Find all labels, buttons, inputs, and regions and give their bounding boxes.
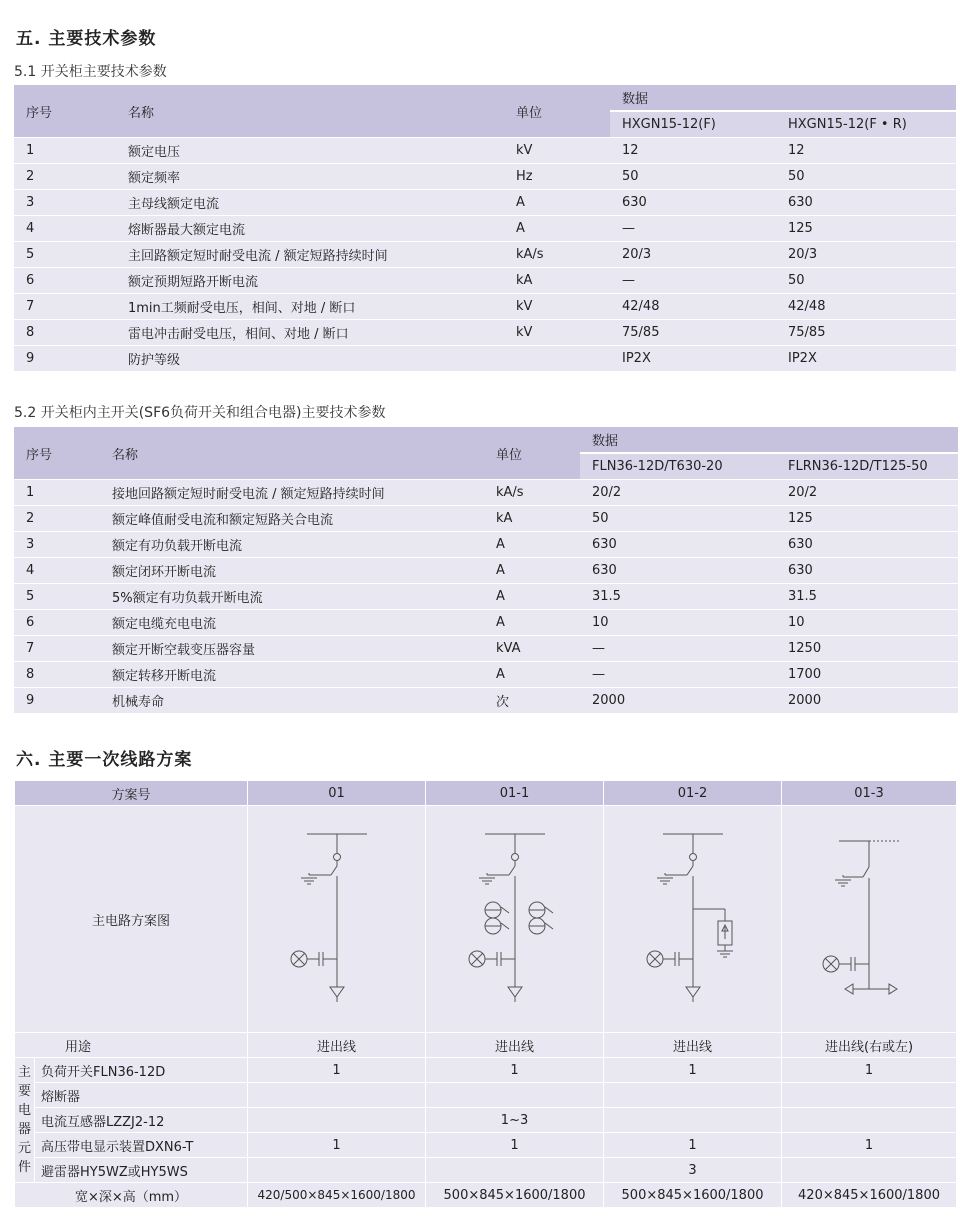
- row-name: 额定开断空载变压器容量: [100, 636, 484, 662]
- row-name: 熔断器最大额定电流: [116, 216, 504, 242]
- row-seq: 2: [14, 506, 100, 532]
- row-name: 额定峰值耐受电流和额定短路关合电流: [100, 506, 484, 532]
- component-qty: 1: [604, 1133, 782, 1158]
- size-value: 500×845×1600/1800: [426, 1183, 604, 1208]
- row-seq: 7: [14, 636, 100, 662]
- row-value-1: 50: [580, 506, 776, 532]
- row-value-1: —: [580, 636, 776, 662]
- group-label-char: 电: [17, 1103, 31, 1118]
- row-name: 防护等级: [116, 346, 504, 372]
- row-value-1: IP2X: [610, 346, 776, 372]
- table-row: [14, 216, 956, 242]
- size-value: 500×845×1600/1800: [604, 1183, 782, 1208]
- subsection-5-2-title: 5.2 开关柜内主开关(SF6负荷开关和组合电器)主要技术参数: [14, 405, 386, 421]
- row-value-2: 50: [776, 268, 956, 294]
- row-value-1: 42/48: [610, 294, 776, 320]
- row-value-1: 20/2: [580, 480, 776, 506]
- circuit-diagram-icon: [633, 819, 753, 1019]
- header-seq: 序号: [14, 85, 116, 138]
- header-model-1: HXGN15-12(F): [610, 111, 776, 138]
- row-value-1: 630: [580, 532, 776, 558]
- row-value-2: IP2X: [776, 346, 956, 372]
- row-value-1: 2000: [580, 688, 776, 714]
- row-name: 机械寿命: [100, 688, 484, 714]
- row-seq: 1: [14, 138, 116, 164]
- row-value-1: 50: [610, 164, 776, 190]
- row-unit: [504, 346, 610, 372]
- row-seq: 6: [14, 268, 116, 294]
- row-value-2: 125: [776, 506, 958, 532]
- row-value-1: 12: [610, 138, 776, 164]
- row-value-1: —: [610, 268, 776, 294]
- row-seq: 4: [14, 216, 116, 242]
- header-seq: 序号: [14, 427, 100, 480]
- row-unit: kV: [504, 294, 610, 320]
- row-unit: kA/s: [484, 480, 580, 506]
- component-qty: [426, 1158, 604, 1183]
- circuit-diagram-01-3: [782, 806, 957, 1033]
- row-value-2: 630: [776, 190, 956, 216]
- component-qty: 1: [248, 1058, 426, 1083]
- row-unit: kA: [504, 268, 610, 294]
- component-qty: [604, 1083, 782, 1108]
- component-qty: [248, 1158, 426, 1183]
- table-row: [14, 480, 958, 506]
- row-value-1: —: [610, 216, 776, 242]
- circuit-diagram-icon: [809, 819, 929, 1019]
- row-value-2: 1700: [776, 662, 958, 688]
- component-qty: 1~3: [426, 1108, 604, 1133]
- row-unit: A: [484, 584, 580, 610]
- main-switch-params-table: [14, 427, 958, 713]
- header-model-2: HXGN15-12(F • R): [776, 111, 956, 138]
- group-label-char: 元: [17, 1141, 31, 1156]
- header-model-1: FLN36-12D/T630-20: [580, 453, 776, 480]
- row-name: 额定预期短路开断电流: [116, 268, 504, 294]
- section-6-title: 六. 主要一次线路方案: [16, 750, 193, 770]
- row-value-2: 12: [776, 138, 956, 164]
- row-value-1: 31.5: [580, 584, 776, 610]
- component-qty: 1: [782, 1133, 957, 1158]
- row-value-1: —: [580, 662, 776, 688]
- component-qty: 1: [604, 1058, 782, 1083]
- component-qty: 1: [248, 1133, 426, 1158]
- circuit-diagram-01-2: [604, 806, 782, 1033]
- component-qty: [248, 1083, 426, 1108]
- table-row: [14, 320, 956, 346]
- purpose-label: 用途: [15, 1033, 248, 1058]
- row-seq: 2: [14, 164, 116, 190]
- section-5-title: 五. 主要技术参数: [16, 29, 157, 49]
- row-value-2: 20/3: [776, 242, 956, 268]
- row-value-2: 2000: [776, 688, 958, 714]
- header-name: 名称: [100, 427, 484, 480]
- component-qty: [248, 1108, 426, 1133]
- header-data: 数据: [580, 427, 958, 453]
- row-unit: A: [484, 610, 580, 636]
- row-value-2: 42/48: [776, 294, 956, 320]
- row-seq: 3: [14, 190, 116, 216]
- scheme-col-01: 01: [248, 781, 426, 806]
- table-row: [14, 584, 958, 610]
- row-unit: kV: [504, 138, 610, 164]
- row-seq: 8: [14, 320, 116, 346]
- row-name: 1min工频耐受电压，相间、对地 / 断口: [116, 294, 504, 320]
- header-data: 数据: [610, 85, 956, 111]
- table-row: [14, 532, 958, 558]
- row-seq: 6: [14, 610, 100, 636]
- purpose-value: 进出线: [426, 1033, 604, 1058]
- component-qty: [782, 1108, 957, 1133]
- component-qty: 1: [426, 1133, 604, 1158]
- group-label-char: 要: [17, 1084, 31, 1099]
- scheme-col-01-3: 01-3: [782, 781, 957, 806]
- row-value-1: 630: [610, 190, 776, 216]
- scheme-col-01-1: 01-1: [426, 781, 604, 806]
- header-model-2: FLRN36-12D/T125-50: [776, 453, 958, 480]
- row-name: 5%额定有功负载开断电流: [100, 584, 484, 610]
- table-row: [14, 164, 956, 190]
- table-row: [14, 190, 956, 216]
- table-row: [14, 688, 958, 714]
- scheme-number-label: 方案号: [15, 781, 248, 806]
- circuit-scheme-table: [14, 780, 957, 1208]
- diagram-row-label: 主电路方案图: [15, 806, 248, 1033]
- row-unit: A: [484, 558, 580, 584]
- row-unit: A: [484, 662, 580, 688]
- component-qty: 3: [604, 1158, 782, 1183]
- row-seq: 8: [14, 662, 100, 688]
- row-name: 额定有功负载开断电流: [100, 532, 484, 558]
- header-name: 名称: [116, 85, 504, 138]
- row-name: 额定闭环开断电流: [100, 558, 484, 584]
- table-row: [14, 346, 956, 372]
- table-row: [14, 138, 956, 164]
- row-name: 雷电冲击耐受电压，相间、对地 / 断口: [116, 320, 504, 346]
- circuit-diagram-icon: [277, 819, 397, 1019]
- row-name: 额定转移开断电流: [100, 662, 484, 688]
- row-name: 主回路额定短时耐受电流 / 额定短路持续时间: [116, 242, 504, 268]
- subsection-5-1-title: 5.1 开关柜主要技术参数: [14, 64, 167, 80]
- purpose-value: 进出线(右或左): [782, 1033, 957, 1058]
- size-label: 宽×深×高（mm）: [15, 1183, 248, 1208]
- size-value: 420/500×845×1600/1800: [248, 1183, 426, 1208]
- row-value-2: 630: [776, 558, 958, 584]
- row-unit: 次: [484, 688, 580, 714]
- row-unit: kA: [484, 506, 580, 532]
- header-unit: 单位: [484, 427, 580, 480]
- component-qty: [426, 1083, 604, 1108]
- component-name: 高压带电显示装置DXN6-T: [35, 1133, 248, 1158]
- table-row: [14, 662, 958, 688]
- row-name: 额定电缆充电电流: [100, 610, 484, 636]
- row-unit: kA/s: [504, 242, 610, 268]
- main-components-group-label: [15, 1058, 35, 1183]
- row-value-2: 125: [776, 216, 956, 242]
- component-qty: [782, 1158, 957, 1183]
- row-name: 额定频率: [116, 164, 504, 190]
- row-unit: kV: [504, 320, 610, 346]
- circuit-diagram-01: [248, 806, 426, 1033]
- table-row: [14, 294, 956, 320]
- component-qty: [604, 1108, 782, 1133]
- row-seq: 4: [14, 558, 100, 584]
- row-value-1: 630: [580, 558, 776, 584]
- row-value-1: 75/85: [610, 320, 776, 346]
- row-value-2: 1250: [776, 636, 958, 662]
- row-unit: A: [484, 532, 580, 558]
- table-row: [14, 636, 958, 662]
- row-name: 主母线额定电流: [116, 190, 504, 216]
- group-label-char: 件: [17, 1160, 31, 1175]
- component-qty: 1: [782, 1058, 957, 1083]
- row-value-2: 50: [776, 164, 956, 190]
- row-seq: 7: [14, 294, 116, 320]
- size-value: 420×845×1600/1800: [782, 1183, 957, 1208]
- row-value-1: 10: [580, 610, 776, 636]
- row-unit: Hz: [504, 164, 610, 190]
- row-value-2: 10: [776, 610, 958, 636]
- circuit-diagram-icon: [455, 819, 575, 1019]
- component-name: 熔断器: [35, 1083, 248, 1108]
- row-name: 接地回路额定短时耐受电流 / 额定短路持续时间: [100, 480, 484, 506]
- row-seq: 5: [14, 242, 116, 268]
- row-unit: kVA: [484, 636, 580, 662]
- purpose-value: 进出线: [248, 1033, 426, 1058]
- table-row: [14, 610, 958, 636]
- row-seq: 9: [14, 346, 116, 372]
- component-name: 负荷开关FLN36-12D: [35, 1058, 248, 1083]
- row-value-2: 630: [776, 532, 958, 558]
- row-unit: A: [504, 216, 610, 242]
- table-row: [14, 506, 958, 532]
- row-seq: 3: [14, 532, 100, 558]
- table-row: [14, 268, 956, 294]
- circuit-diagram-01-1: [426, 806, 604, 1033]
- row-value-2: 75/85: [776, 320, 956, 346]
- group-label-char: 主: [17, 1065, 31, 1080]
- component-qty: [782, 1083, 957, 1108]
- component-name: 电流互感器LZZJ2-12: [35, 1108, 248, 1133]
- table-row: [14, 242, 956, 268]
- component-name: 避雷器HY5WZ或HY5WS: [35, 1158, 248, 1183]
- row-value-2: 20/2: [776, 480, 958, 506]
- row-seq: 1: [14, 480, 100, 506]
- scheme-col-01-2: 01-2: [604, 781, 782, 806]
- row-seq: 9: [14, 688, 100, 714]
- group-label-char: 器: [17, 1122, 31, 1137]
- switchgear-params-table: [14, 85, 956, 371]
- header-unit: 单位: [504, 85, 610, 138]
- row-unit: A: [504, 190, 610, 216]
- table-row: [14, 558, 958, 584]
- row-value-2: 31.5: [776, 584, 958, 610]
- purpose-value: 进出线: [604, 1033, 782, 1058]
- row-value-1: 20/3: [610, 242, 776, 268]
- component-qty: 1: [426, 1058, 604, 1083]
- row-seq: 5: [14, 584, 100, 610]
- row-name: 额定电压: [116, 138, 504, 164]
